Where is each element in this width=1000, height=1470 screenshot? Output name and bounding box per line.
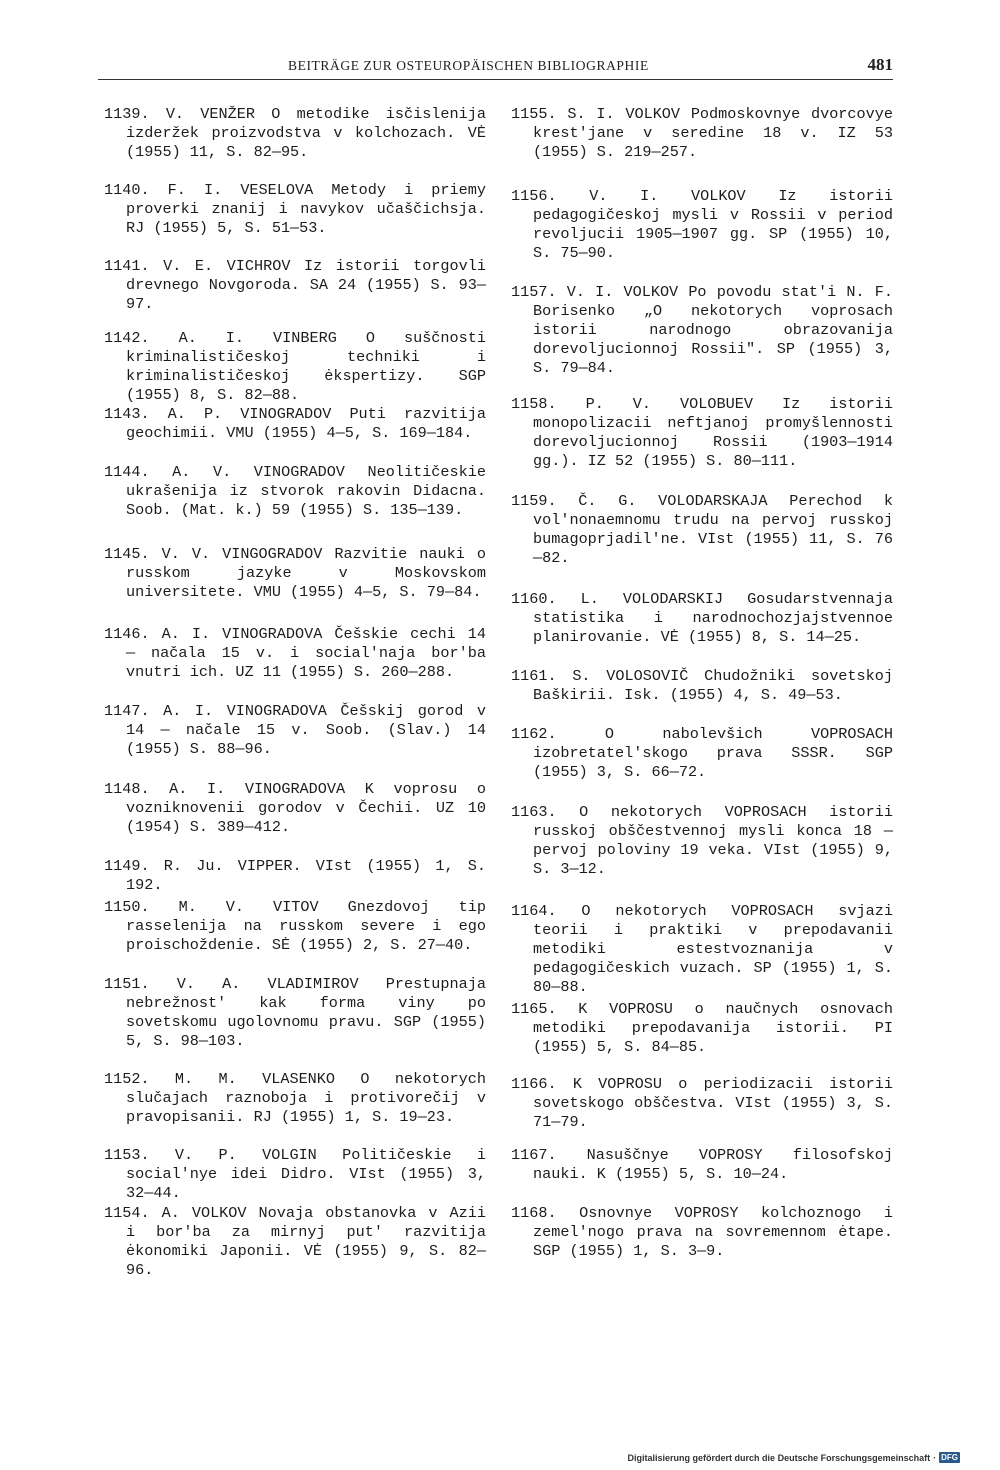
bibliography-entry: 1159. Č. G. VOLODARSKAJA Perechod k vol'nonaemnomu trudu na pervoj russkoj bumagoprjadil'ne. VIst (1955) 11, S. 76—82. [511, 492, 893, 567]
digitization-credit [628, 1452, 960, 1463]
bibliography-entry: 1151. V. A. VLADIMIROV Prestupnaja nebrežnost' kak forma viny po sovetskomu ugolovnomu pravu. SGP (1955) 5, S. 98—103. [104, 975, 486, 1050]
bibliography-entry: 1152. M. M. VLASENKO O nekotorych slučajach raznoboja i protivorečij v pravopisanii. RJ (1955) 1, S. 19—23. [104, 1070, 486, 1126]
bibliography-entry: 1140. F. I. VESELOVA Metody i priemy proverki znanij i navykov učaščichsja. RJ (1955) 5, S. 51—53. [104, 181, 486, 237]
bibliography-entry: 1143. A. P. VINOGRADOV Puti razvitija geochimii. VMU (1955) 4—5, S. 169—184. [104, 405, 486, 442]
bibliography-entry: 1162. O nabolevšich VOPROSACH izobretatel'skogo prava SSSR. SGP (1955) 3, S. 66—72. [511, 725, 893, 781]
bibliography-entry: 1142. A. I. VINBERG O suščnosti kriminalističeskoj techniki i kriminalističeskoj ėkspertizy. SGP (1955) 8, S. 82—88. [104, 329, 486, 404]
bibliography-entry: 1158. P. V. VOLOBUEV Iz istorii monopolizacii neftjanoj promyšlennosti dorevoljucionnoj Rossii (1903—1914 gg.). IZ 52 (1955) S. 80—111. [511, 395, 893, 470]
bibliography-entry: 1145. V. V. VINGOGRADOV Razvitie nauki o russkom jazyke v Moskovskom universitete. VMU (1955) 4—5, S. 79—84. [104, 545, 486, 601]
bibliography-entry: 1157. V. I. VOLKOV Po povodu stat'i N. F. Borisenko „O nekotorych voprosach istorii narodnogo obrazovanija dorevoljucionnoj Rossii". SP (1955) 3, S. 79—84. [511, 283, 893, 377]
bibliography-entry: 1164. O nekotorych VOPROSACH svjazi teorii i praktiki v prepodavanii metodiki estestvoznanija v pedagogičeskich vuzach. SP (1955) 1, S. 80—88. [511, 902, 893, 996]
header-rule [98, 79, 893, 80]
dfg-logo: DFG [941, 1453, 958, 1462]
page-number: 481 [867, 55, 893, 74]
bibliography-entry: 1147. A. I. VINOGRADOVA Češskij gorod v 14 — načale 15 v. Soob. (Slav.) 14 (1955) S. 88—96. [104, 702, 486, 758]
bibliography-entry: 1167. Nasuščnye VOPROSY filosofskoj nauki. K (1955) 5, S. 10—24. [511, 1146, 893, 1183]
bibliography-entry: 1153. V. P. VOLGIN Političeskie i social'nye idei Didro. VIst (1955) 3, 32—44. [104, 1146, 486, 1202]
bibliography-entry: 1139. V. VENŽER O metodike isčislenija izderžek proizvodstva v kolchozach. VĖ (1955) 11, S. 82—95. [104, 105, 486, 161]
bibliography-entry: 1160. L. VOLODARSKIJ Gosudarstvennaja statistika i narodnochozjajstvennoe planirovanie. VĖ (1955) 8, S. 14—25. [511, 590, 893, 646]
bibliography-entry: 1146. A. I. VINOGRADOVA Češskie cechi 14 — načala 15 v. i social'naja bor'ba vnutri ich. UZ 11 (1955) S. 260—288. [104, 625, 486, 681]
bibliography-entry: 1144. A. V. VINOGRADOV Neolitičeskie ukrašenija iz stvorok rakovin Didacna. Soob. (Mat. k.) 59 (1955) S. 135—139. [104, 463, 486, 519]
bibliography-entry: 1149. R. Ju. VIPPER. VIst (1955) 1, S. 192. [104, 857, 486, 894]
running-title: BEITRÄGE ZUR OSTEUROPÄISCHEN BIBLIOGRAPHIE [288, 58, 649, 73]
bibliography-entry: 1150. M. V. VITOV Gnezdovoj tip rasselenija na russkom severe i ego proischoždenie. SĖ (1955) 2, S. 27—40. [104, 898, 486, 954]
bibliography-entry: 1161. S. VOLOSOVIČ Chudožniki sovetskoj Baškirii. Isk. (1955) 4, S. 49—53. [511, 667, 893, 704]
bibliography-entry: 1166. K VOPROSU o periodizacii istorii sovetskogo obščestva. VIst (1955) 3, S. 71—79. [511, 1075, 893, 1131]
bibliography-entry: 1168. Osnovnye VOPROSY kolchoznogo i zemel'nogo prava na sovremennom ėtape. SGP (1955) 1, S. 3—9. [511, 1204, 893, 1260]
separator: · [933, 1452, 937, 1463]
bibliography-entry: 1141. V. E. VICHROV Iz istorii torgovli drevnego Novgoroda. SA 24 (1955) S. 93—97. [104, 257, 486, 313]
credit-text: Digitalisierung gefördert durch die Deutsche Forschungsgemeinschaft [627, 1452, 931, 1463]
bibliography-entry: 1155. S. I. VOLKOV Podmoskovnye dvorcovye krest'jane v seredine 18 v. IZ 53 (1955) S. 219—257. [511, 105, 893, 161]
bibliography-entry: 1154. A. VOLKOV Novaja obstanovka v Azii i bor'ba za mirnyj put' razvitija ėkonomiki Japonii. VĖ (1955) 9, S. 82—96. [104, 1204, 486, 1279]
bibliography-entry: 1156. V. I. VOLKOV Iz istorii pedagogičeskoj mysli v Rossii v period revoljucii 1905—1907 gg. SP (1955) 10, S. 75—90. [511, 187, 893, 262]
bibliography-entry: 1165. K VOPROSU o naučnych osnovach metodiki prepodavanija istorii. PI (1955) 5, S. 84—85. [511, 1000, 893, 1056]
bibliography-entry: 1148. A. I. VINOGRADOVA K voprosu o vozniknovenii gorodov v Čechii. UZ 10 (1954) S. 389—412. [104, 780, 486, 836]
bibliography-entry: 1163. O nekotorych VOPROSACH istorii russkoj obščestvennoj mysli konca 18 — pervoj poloviny 19 veka. VIst (1955) 9, S. 3—12. [511, 803, 893, 878]
